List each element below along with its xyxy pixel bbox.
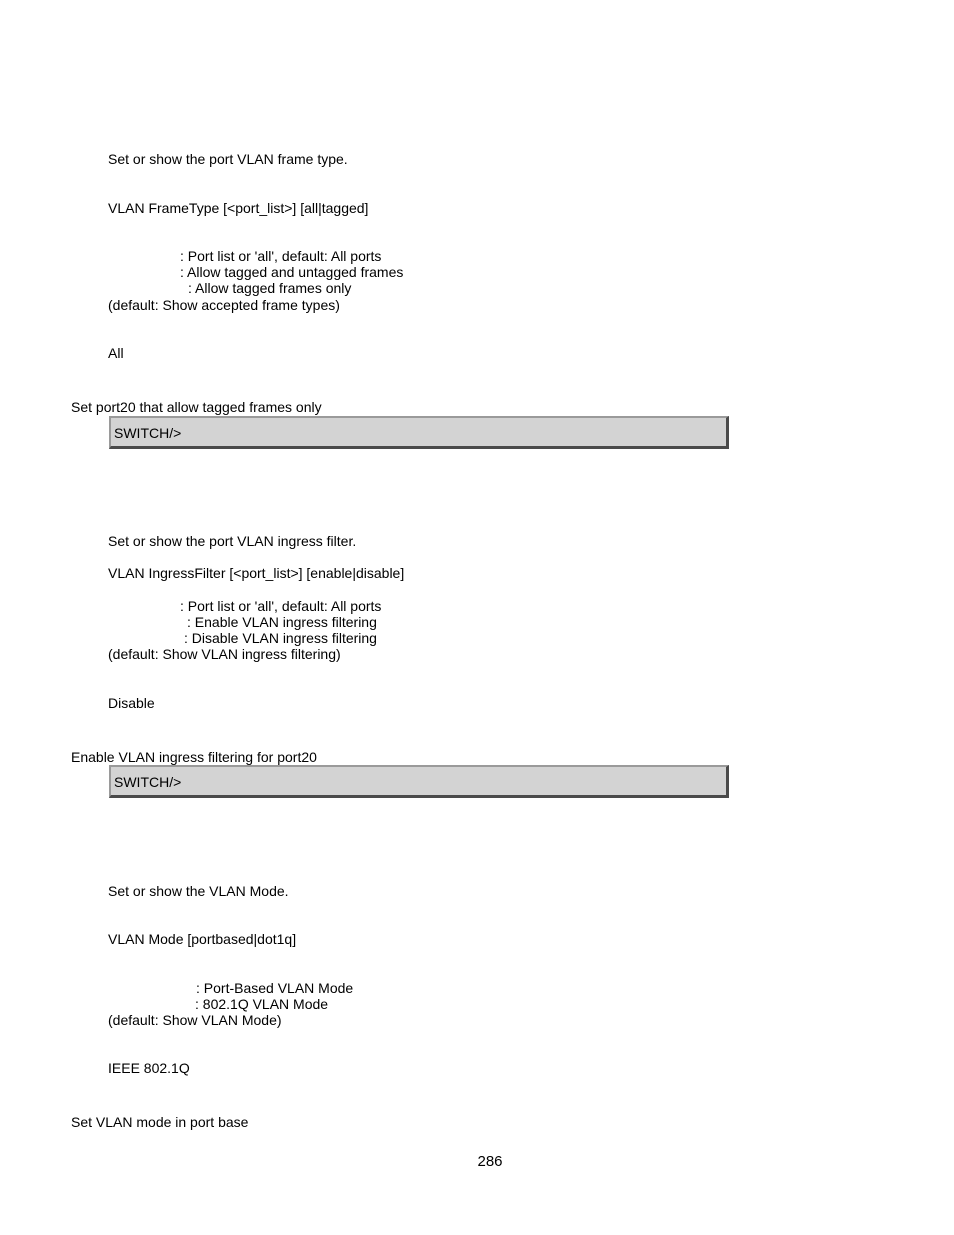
- ingressfilter-param-port-list: : Port list or 'all', default: All ports: [180, 598, 382, 614]
- mode-default-value: IEEE 802.1Q: [108, 1060, 190, 1076]
- frametype-param-port-list: : Port list or 'all', default: All ports: [180, 248, 382, 264]
- frametype-command-box[interactable]: [109, 416, 729, 449]
- frametype-description: Set or show the port VLAN frame type.: [108, 151, 348, 167]
- frametype-command-prompt: SWITCH/>: [114, 425, 182, 441]
- frametype-default-value: All: [108, 345, 124, 361]
- ingressfilter-param-enable: : Enable VLAN ingress filtering: [187, 614, 377, 630]
- ingressfilter-command-box[interactable]: [109, 765, 729, 798]
- ingressfilter-command-prompt: SWITCH/>: [114, 774, 182, 790]
- mode-example-label: Set VLAN mode in port base: [71, 1114, 249, 1130]
- frametype-example-label: Set port20 that allow tagged frames only: [71, 399, 322, 415]
- ingressfilter-example-label: Enable VLAN ingress filtering for port20: [71, 749, 317, 765]
- mode-param-dot1q: : 802.1Q VLAN Mode: [195, 996, 329, 1012]
- mode-param-portbased: : Port-Based VLAN Mode: [196, 980, 354, 996]
- ingressfilter-default-note: (default: Show VLAN ingress filtering): [108, 646, 341, 662]
- frametype-param-tagged: : Allow tagged frames only: [188, 280, 352, 296]
- ingressfilter-description: Set or show the port VLAN ingress filter.: [108, 533, 357, 549]
- mode-syntax: VLAN Mode [portbased|dot1q]: [108, 931, 297, 947]
- page-number: 286: [477, 1153, 503, 1170]
- mode-description: Set or show the VLAN Mode.: [108, 883, 289, 899]
- mode-default-note: (default: Show VLAN Mode): [108, 1012, 282, 1028]
- frametype-syntax: VLAN FrameType [<port_list>] [all|tagged]: [108, 200, 369, 216]
- frametype-default-note: (default: Show accepted frame types): [108, 297, 340, 313]
- ingressfilter-syntax: VLAN IngressFilter [<port_list>] [enable|disable]: [108, 565, 405, 581]
- ingressfilter-param-disable: : Disable VLAN ingress filtering: [184, 630, 377, 646]
- frametype-param-all: : Allow tagged and untagged frames: [180, 264, 404, 280]
- ingressfilter-default-value: Disable: [108, 695, 155, 711]
